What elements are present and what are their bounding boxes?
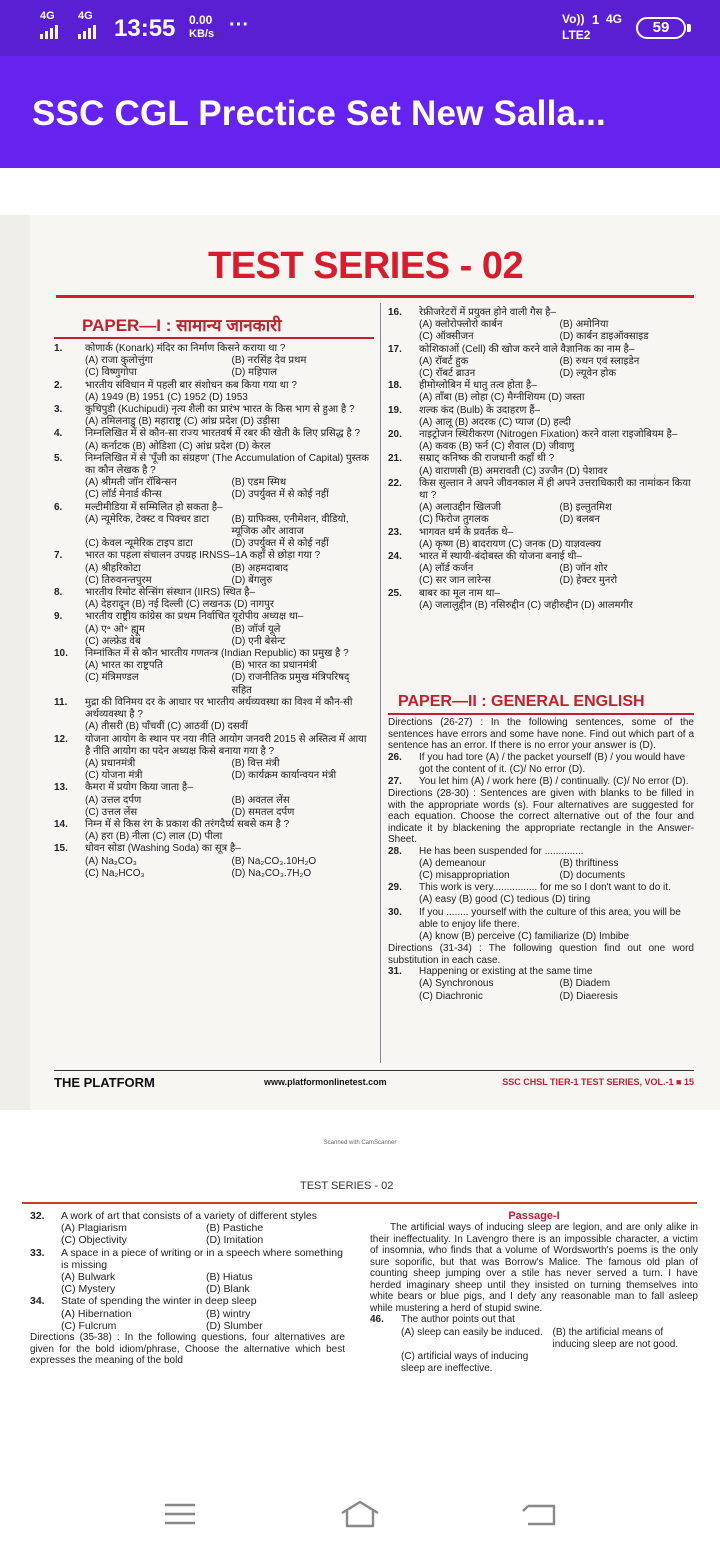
question-options (30, 1308, 345, 1332)
test-series-title: TEST SERIES - 02 (208, 245, 524, 287)
question-number: 26. (388, 751, 402, 763)
option: (B) जॉन शोर (559, 563, 608, 575)
question-options (54, 856, 372, 880)
question-number: 6. (54, 501, 63, 513)
question (54, 453, 372, 477)
option: (A) उत्तल दर्पण (85, 794, 142, 806)
question-options (388, 539, 694, 551)
option: (A) कवक (B) फर्न (C) शैवाल (D) जीवाणु (419, 441, 575, 453)
option: (C) अल्फ्रेड वेब (85, 635, 141, 647)
question-text: हीमोग्लोबिन में धातु तत्व होता है– (419, 380, 537, 392)
question (54, 404, 372, 416)
question (370, 1314, 698, 1326)
option: (A) Bulwark (61, 1271, 116, 1284)
option: (A) अलाउद्दीन खिलजी (419, 502, 501, 514)
signal-icon (40, 25, 58, 39)
question (388, 588, 694, 600)
question (388, 882, 694, 894)
question (388, 380, 694, 392)
page-edge-shadow (0, 215, 30, 1110)
option: (A) आलू (B) अदरक (C) प्याज (D) हल्दी (419, 416, 571, 428)
question-options (388, 417, 694, 429)
option: (D) समतल दर्पण (231, 806, 295, 818)
question-number: 12. (54, 733, 68, 745)
question-number: 15. (54, 843, 68, 855)
question (54, 843, 372, 855)
question-options (54, 392, 372, 404)
document-page-1 (0, 215, 720, 1110)
question-text: भारत का पहला संचालन उपग्रह IRNSS–1A कहाँ से छोड़ा गया ? (85, 550, 321, 562)
question (388, 429, 694, 441)
question-number: 4. (54, 428, 63, 440)
option: (B) Hiatus (206, 1271, 253, 1284)
option: (A) तीसरी (B) पाँचवीं (C) आठवीं (D) दसवीं (85, 721, 248, 733)
option: (A) जलालुद्दीन (B) नसिरुद्दीन (C) जहीरुद्दीन (D) आलमगीर (419, 599, 633, 611)
option: (C) विष्णुगोपा (85, 367, 137, 379)
menu-icon (156, 1496, 204, 1532)
question-text: कोशिकाओं (Cell) की खोज करने वाले वैज्ञानिक का नाम है– (419, 343, 635, 355)
question-text: भारतीय रिमोट सेन्सिंग संस्थान (IIRS) स्थित है– (85, 587, 256, 599)
option: (A) ए॰ ओ॰ ह्यूम (85, 623, 145, 635)
question (54, 587, 372, 599)
question-text: भागवत धर्म के प्रवर्तक थे– (419, 526, 514, 538)
net-speed-unit: KB/s (189, 28, 215, 40)
question (30, 1247, 345, 1271)
question (54, 734, 372, 758)
option: (A) हरा (B) नीला (C) लाल (D) पीला (85, 831, 223, 843)
option: (A) प्रधानमंत्री (85, 757, 136, 769)
question-text: You let him (A) / work here (B) / continually. (C)/ No error (D). (419, 775, 689, 787)
directions-35-38: Directions (35-38) : In the following questions, four alternatives are given for the bold idiom/phrase, Choose the alternative which best expresses the meaning of the bold (30, 1332, 345, 1367)
option: (B) इल्तुतमिश (559, 502, 612, 514)
document-page-2 (0, 1180, 720, 1484)
question (388, 907, 694, 931)
footer-website: www.platformonlinetest.com (264, 1077, 387, 1087)
option: (B) वित्त मंत्री (231, 757, 280, 769)
question (54, 697, 372, 721)
question-number: 13. (54, 782, 68, 794)
option: (A) वाराणसी (B) अमरावती (C) उज्जैन (D) पेशावर (419, 465, 608, 477)
option: (D) Diaeresis (559, 990, 618, 1002)
paper1-underline (54, 337, 374, 339)
system-nav-bar (0, 1484, 720, 1544)
directions-31-34: Directions (31-34) : The following question find out one word substitution in each case. (388, 943, 694, 966)
question-text: शल्क कंद (Bulb) के उदाहरण हैं– (419, 404, 541, 416)
question-number: 9. (54, 611, 63, 623)
question-text: निम्नलिखित में से 'पूँजी का संग्रहण' (The Accumulation of Capital) पुस्तक का कौन लेखक है ? (85, 452, 369, 477)
option: (D) एनी बेसेन्ट (231, 635, 286, 647)
option: (D) Imitation (206, 1234, 264, 1247)
question-number: 10. (54, 648, 68, 660)
network-type-1: 4G (40, 10, 55, 22)
question-text: The author points out that (401, 1314, 515, 1326)
page2-left-column (30, 1210, 345, 1367)
question-number: 5. (54, 452, 63, 464)
option: (B) एडम स्मिथ (231, 477, 287, 489)
lte-label: LTE2 (562, 28, 591, 42)
question-options (54, 831, 372, 843)
question-text: He has been suspended for .............. (419, 845, 584, 857)
option: (A) देहरादून (B) नई दिल्ली (C) लखनऊ (D) नागपुर (85, 599, 274, 611)
sim-slot: 1 (592, 12, 600, 27)
footer-rule (54, 1070, 694, 1071)
option: (C) Diachronic (419, 990, 483, 1002)
question (388, 527, 694, 539)
option: (D) Na₂CO₃.7H₂O (231, 867, 312, 879)
question-number: 18. (388, 380, 402, 392)
passage-text: The artificial ways of inducing sleep are legion, and are only alike in their ineffectuality. In Lavengro there is an impossible character, a victim of insomnia, who finds that a volume of Wordsworth's poems is the only sure soporific, but that was Borrow's Malice. The famous old plan of counting sheep jumping over a stile has never served a turn. I have herded imaginary sheep until they insisted on turning themselves into white bears or blue pigs, and I defy any reasonable man to fall asleep while mustering a herd of stupid swine. (370, 1222, 698, 1314)
question-options (370, 1327, 698, 1376)
question-number: 20. (388, 429, 402, 441)
signal-icon-2 (78, 25, 96, 39)
battery-icon (636, 17, 686, 39)
option: (B) अहमदाबाद (231, 562, 289, 574)
question-text: A space in a piece of writing or in a speech where something is missing (61, 1246, 343, 1271)
option: (B) Pastiche (206, 1222, 264, 1235)
question (388, 846, 694, 858)
option: (C) मंत्रिमण्डल (85, 672, 139, 684)
question-options (54, 599, 372, 611)
english-q-c (388, 966, 694, 1003)
option: (A) न्यूमेरिक, टेक्स्ट व पिक्चर डाटा (85, 513, 210, 525)
question-number: 14. (54, 818, 68, 830)
question-text: किस सुल्तान ने अपने जीवनकाल में ही अपने उत्तराधिकारी का नामांकन किया था ? (419, 477, 691, 502)
net-speed-value: 0.00 (189, 13, 213, 27)
option: (A) know (B) perceive (C) familiarize (D) Imbibe (419, 931, 630, 943)
question-text: If you ........ yourself with the culture of this area, you will be able to enjoy life there. (419, 906, 681, 930)
question (54, 502, 372, 514)
question (388, 405, 694, 417)
question (30, 1210, 345, 1222)
more-icon: ··· (229, 14, 249, 36)
page2-title: TEST SERIES - 02 (300, 1180, 394, 1192)
option: (D) Slumber (206, 1319, 263, 1332)
question-number: 1. (54, 343, 63, 354)
option: (B) अवतल लेंस (231, 794, 290, 806)
option: (C) Na₂HCO₃ (85, 867, 145, 879)
paper1-questions-right (388, 307, 694, 612)
question-text: State of spending the winter in deep sleep (61, 1295, 257, 1308)
question-number: 11. (54, 696, 68, 708)
question (388, 551, 694, 563)
option: (D) राजनीतिक प्रमुख मंत्रिपरिषद् सहित (231, 672, 350, 696)
column-divider (380, 303, 381, 1063)
question-number: 21. (388, 453, 402, 465)
question-text: धोवन सोडा (Washing Soda) का सूत्र है– (85, 843, 241, 855)
directions-28-30: Directions (28-30) : Sentences are given with blanks to be filled in with the appropriate words (s). Four alternatives are suggested for each equation. Choose the correct alternative out of the four and indicate it by blackening the appropriate rectangle in the Answer-Sheet. (388, 788, 694, 846)
question-number: 8. (54, 587, 63, 599)
question (54, 380, 372, 392)
question-options (388, 392, 694, 404)
question-options (388, 441, 694, 453)
question-text: This work is very................ for me so I don't want to do it. (419, 882, 671, 894)
question-options (54, 563, 372, 587)
option: (D) महिपाल (231, 367, 278, 379)
option: (D) उपर्युक्त में से कोई नहीं (231, 489, 329, 501)
battery-level: 59 (652, 19, 670, 36)
option: (A) कृष्ण (B) बादरायण (C) जनक (D) याज्ञवल्क्य (419, 538, 601, 550)
question-options (54, 355, 372, 379)
question-text: भारतीय संविधान में पहली बार संशोधन कब किया गया था ? (85, 379, 297, 391)
question-number: 30. (388, 906, 402, 918)
option: (D) कार्बन डाइऑक्साइड (559, 331, 649, 343)
question (388, 966, 694, 978)
question-options (388, 466, 694, 478)
option: (D) हेक्टर मुनरो (559, 575, 618, 587)
question-number: 22. (388, 477, 402, 489)
option: (A) श्रीमती जॉन रॉबिन्सन (85, 477, 177, 489)
option: (C) Mystery (61, 1283, 116, 1296)
paper2-block (388, 717, 694, 1003)
option: (C) उत्तल लेंस (85, 806, 138, 818)
option: (B) रुथन एवं स्लाइडेन (559, 355, 640, 367)
option: (B) thriftiness (559, 857, 619, 869)
question-text: रेफ्रीजरेटरों में प्रयुक्त होने वाली गैस है– (419, 307, 557, 318)
question-options (388, 894, 694, 906)
scanner-watermark: Scanned with CamScanner (323, 1140, 397, 1146)
question-options (54, 721, 372, 733)
english-q-b (388, 846, 694, 944)
question-text: सम्राट् कनिष्क की राजधानी कहाँ थी ? (419, 453, 555, 465)
paper2-heading: PAPER—II : GENERAL ENGLISH (398, 693, 645, 710)
paper2-underline (388, 713, 694, 715)
question-text: कोणार्क (Konark) मंदिर का निर्माण किसने कराया था ? (85, 343, 286, 354)
question-options (54, 441, 372, 453)
title-divider (56, 295, 694, 298)
option: (A) तमिलनाडु (B) महाराष्ट्र (C) आंध्र प्रदेश (D) उड़ीसा (85, 416, 280, 428)
app-bar (0, 56, 720, 168)
question-options (54, 514, 372, 551)
option: (C) misappropriation (419, 870, 510, 882)
option: (B) भारत का प्रधानमंत्री (231, 660, 317, 672)
option: (B) the artificial means of inducing sleep are not good. (552, 1326, 679, 1350)
option: (A) sleep can easily be induced. (401, 1326, 543, 1338)
question (388, 776, 694, 788)
option: (D) कार्यक्रम कार्यान्वयन मंत्री (231, 770, 337, 782)
question-number: 28. (388, 845, 402, 857)
question-options (54, 624, 372, 648)
question-number: 32. (30, 1210, 45, 1222)
question-number: 24. (388, 551, 402, 563)
question (388, 344, 694, 356)
question-number: 25. (388, 587, 402, 599)
question (54, 550, 372, 562)
option: (B) जॉर्ज यूले (231, 623, 281, 635)
option: (A) easy (B) good (C) tedious (D) tiring (419, 894, 591, 906)
directions-26-27: Directions (26-27) : In the following sentences, some of the sentences have errors and some have none. Find out which part of a sentence has an error. If there is no error your answer is (D). (388, 717, 694, 751)
paper1-heading: PAPER—I : सामान्य जानकारी (82, 316, 282, 335)
page2-rule (22, 1202, 697, 1204)
question-options (388, 600, 694, 612)
question-text: निम्नांकित में से कौन भारतीय गणतन्त्र (Indian Republic) का प्रमुख है ? (85, 648, 349, 660)
question-text: निम्न में से किस रंग के प्रकाश की तरंगदैर्घ्य सबसे कम है ? (85, 818, 290, 830)
question-options (54, 758, 372, 782)
question (388, 752, 694, 776)
footer-brand: THE PLATFORM (54, 1075, 155, 1090)
option: (A) राजा कुलोत्तुंगा (85, 355, 153, 367)
option: (C) योजना मंत्री (85, 770, 143, 782)
question-text: A work of art that consists of a variety of different styles (61, 1210, 318, 1222)
home-button[interactable] (336, 1496, 384, 1532)
question-text: योजना आयोग के स्थान पर नया नीति आयोग जनवरी 2015 से अस्तित्व में आया है नीति आयोग का पदेन अध्यक्ष किसे बनाया गया है ? (85, 733, 367, 757)
option: (A) रॉबर्ट हुक (419, 355, 469, 367)
home-icon (336, 1496, 384, 1532)
option: (A) भारत का राष्ट्रपति (85, 660, 163, 672)
question (30, 1295, 345, 1307)
question-text: If you had tore (A) / the packet yourself (B) / you would have got the content of it. (C)/ No error (D). (419, 751, 686, 775)
question-number: 3. (54, 404, 63, 416)
status-bar (0, 0, 720, 56)
app-title: SSC CGL Prectice Set New Salla... (32, 94, 606, 133)
question-options (388, 319, 694, 343)
volte-label: Vo)) (562, 12, 585, 26)
option: (A) ताँबा (B) लोहा (C) मैग्नीशियम (D) जस्ता (419, 392, 585, 404)
passage-question (370, 1314, 698, 1375)
option: (B) Diadem (559, 978, 611, 990)
option: (D) बलबन (559, 514, 600, 526)
question-options (388, 356, 694, 380)
question-text: मुद्रा की विनिमय दर के आधार पर भारतीय अर्थव्यवस्था का विश्व में कौन-सी अर्थव्यवस्था है ? (85, 696, 353, 721)
option: (C) रॉबर्ट ब्राउन (419, 368, 476, 380)
paper1-questions-left (54, 343, 372, 880)
footer-series: SSC CHSL TIER-1 TEST SERIES, VOL.-1 ■ 15 (502, 1077, 694, 1087)
question-text: Happening or existing at the same time (419, 966, 593, 978)
option: (A) Synchronous (419, 978, 494, 990)
option: (D) उपर्युक्त में से कोई नहीं (231, 538, 329, 550)
option: (B) नरसिंह देव प्रथम (231, 355, 307, 367)
question (54, 611, 372, 623)
back-button[interactable] (516, 1496, 564, 1532)
option: (B) Na₂CO₃.10H₂O (231, 855, 317, 867)
question-number: 29. (388, 882, 402, 894)
option: (C) ऑक्सीजन (419, 331, 474, 343)
question (54, 819, 372, 831)
option: (A) कर्नाटक (B) ओडिशा (C) आंध्र प्रदेश (D) केरल (85, 440, 271, 452)
question-text: निम्नलिखित में से कौन-सा राज्य भारतवर्ष में रबर की खेती के लिए प्रसिद्ध है ? (85, 428, 361, 440)
question-number: 27. (388, 775, 402, 787)
question-number: 19. (388, 404, 402, 416)
option: (D) documents (559, 870, 626, 882)
question-number: 17. (388, 343, 402, 355)
question-text: भारतीय राष्ट्रीय कांग्रेस का प्रथम निर्वाचित यूरोपीय अध्यक्ष था– (85, 611, 304, 623)
question-options (54, 416, 372, 428)
question-text: कुचिपुडी (Kuchipudi) नृत्य शैली का प्रारंभ भारत के किस भाग से हुआ है ? (85, 404, 355, 416)
option: (D) Blank (206, 1283, 250, 1296)
question-options (54, 795, 372, 819)
question (54, 648, 372, 660)
question (388, 453, 694, 465)
question-options (388, 502, 694, 526)
network-right: 4G (606, 12, 623, 26)
question (388, 478, 694, 502)
question-number: 31. (388, 966, 402, 978)
back-icon (516, 1496, 564, 1532)
option: (C) तिरुवनन्तपुरम (85, 574, 152, 586)
page2-questions (30, 1210, 345, 1332)
option: (B) अमोनिया (559, 319, 609, 331)
option: (C) artificial ways of inducing sleep are ineffective. (401, 1351, 529, 1375)
question-text: मल्टीमीडिया में सम्मिलित हो सकता है– (85, 501, 223, 513)
option: (A) लॉर्ड कर्जन (419, 563, 474, 575)
question-options (54, 660, 372, 697)
option: (A) श्रीहरिकोटा (85, 562, 141, 574)
question-options (30, 1222, 345, 1246)
question-number: 2. (54, 379, 63, 391)
clock: 13:55 (114, 15, 176, 42)
page2-right-column (370, 1210, 698, 1375)
question (54, 343, 372, 355)
question-text: भारत में स्थायी-बंदोबस्त की योजना बनाई थी– (419, 551, 582, 563)
option: (C) सर जान लारेन्स (419, 575, 492, 587)
option: (B) wintry (206, 1307, 251, 1320)
option: (C) Fulcrum (61, 1319, 117, 1332)
question (54, 428, 372, 440)
question-options (30, 1271, 345, 1295)
option: (B) ग्राफिक्स, एनीमेशन, वीडियो, म्यूजिक और आवाज (231, 513, 349, 538)
question-options (388, 858, 694, 882)
option: (D) बेंगलुरु (231, 574, 273, 586)
question-options (388, 978, 694, 1002)
page-footer (54, 1075, 694, 1095)
question-text: कैमरा में प्रयोग किया जाता है– (85, 782, 193, 794)
option: (C) लॉर्ड मेनार्ड कीन्स (85, 489, 162, 501)
question-options (54, 477, 372, 501)
option: (A) Hibernation (61, 1307, 132, 1320)
option: (D) ल्यूवेन होक (559, 368, 616, 380)
question-number: 34. (30, 1295, 45, 1308)
question-number: 46. (370, 1314, 384, 1326)
network-type-2: 4G (78, 10, 93, 22)
question-number: 33. (30, 1246, 45, 1259)
question-options (388, 563, 694, 587)
option: (A) 1949 (B) 1951 (C) 1952 (D) 1953 (85, 391, 248, 403)
question (388, 307, 694, 319)
menu-button[interactable] (156, 1496, 204, 1532)
question-options (388, 931, 694, 943)
option: (A) Plagiarism (61, 1222, 127, 1235)
question-text: नाइट्रोजन स्थिरीकरण (Nitrogen Fixation) करने वाला राइजोबियम है– (419, 429, 678, 441)
option: (C) Objectivity (61, 1234, 127, 1247)
passage-title: Passage-I (508, 1210, 560, 1222)
english-q-a (388, 752, 694, 789)
question (54, 782, 372, 794)
option: (C) फिरोज तुगलक (419, 514, 489, 526)
question-number: 23. (388, 526, 402, 538)
question-number: 7. (54, 550, 63, 562)
option: (C) केवल न्यूमेरिक टाइप डाटा (85, 538, 193, 550)
option: (A) demeanour (419, 857, 486, 869)
question-text: बाबर का मूल नाम था– (419, 587, 500, 599)
option: (A) Na₂CO₃ (85, 855, 137, 867)
option: (A) क्लोरोफ्लोरो कार्बन (419, 319, 503, 331)
question-number: 16. (388, 307, 402, 318)
